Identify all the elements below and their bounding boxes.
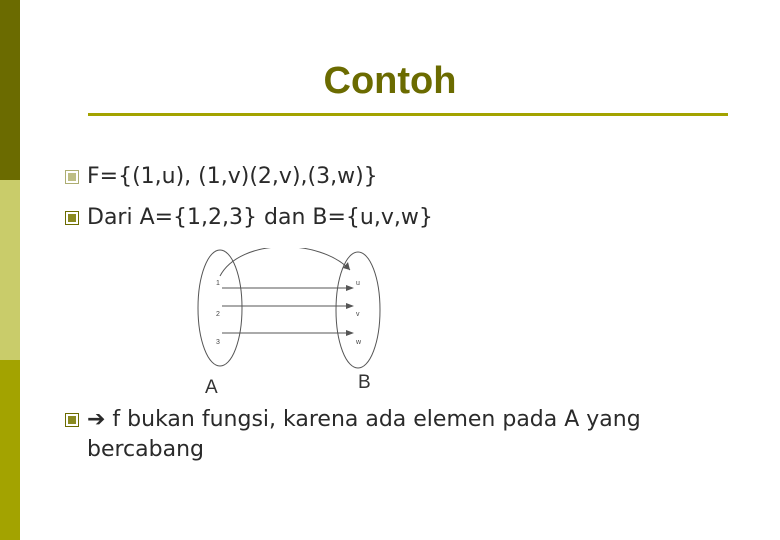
bullet-text: f bukan fungsi, karena ada elemen pada A yang bercabang — [87, 407, 641, 462]
set-a-label: A — [205, 377, 218, 398]
square-bullet-icon — [65, 211, 79, 225]
bullet-item-sets — [87, 203, 433, 233]
square-bullet-icon — [65, 170, 79, 184]
mapping-arrow-1-u — [220, 248, 350, 276]
sidebar-stripe-light — [0, 180, 20, 360]
set-a-ellipse — [198, 250, 242, 366]
slide-title: Contoh — [323, 60, 457, 102]
set-b-ellipse — [336, 252, 380, 368]
square-bullet-icon — [65, 413, 79, 427]
set-b-element: v — [356, 311, 360, 318]
bullet-text: F={(1,u), (1,v)(2,v),(3,w)} — [87, 164, 378, 189]
set-a-element: 3 — [216, 339, 220, 346]
set-a-element: 1 — [216, 280, 220, 287]
bullet-text: Dari A={1,2,3} dan B={u,v,w} — [87, 205, 433, 230]
set-b-element: w — [356, 339, 362, 346]
bullet-item-conclusion — [87, 405, 737, 465]
set-a-element: 2 — [216, 311, 220, 318]
sidebar-stripe-olive — [0, 360, 20, 540]
title-divider — [88, 113, 728, 116]
arrow-diagram — [180, 248, 420, 398]
set-b-label: B — [358, 372, 371, 393]
arrowhead — [346, 330, 354, 336]
arrowhead — [346, 285, 354, 291]
arrowhead — [346, 303, 354, 309]
bullet-item-relation — [87, 162, 378, 192]
set-b-element: u — [356, 280, 360, 287]
arrow-right-icon: ➔ — [87, 407, 106, 432]
